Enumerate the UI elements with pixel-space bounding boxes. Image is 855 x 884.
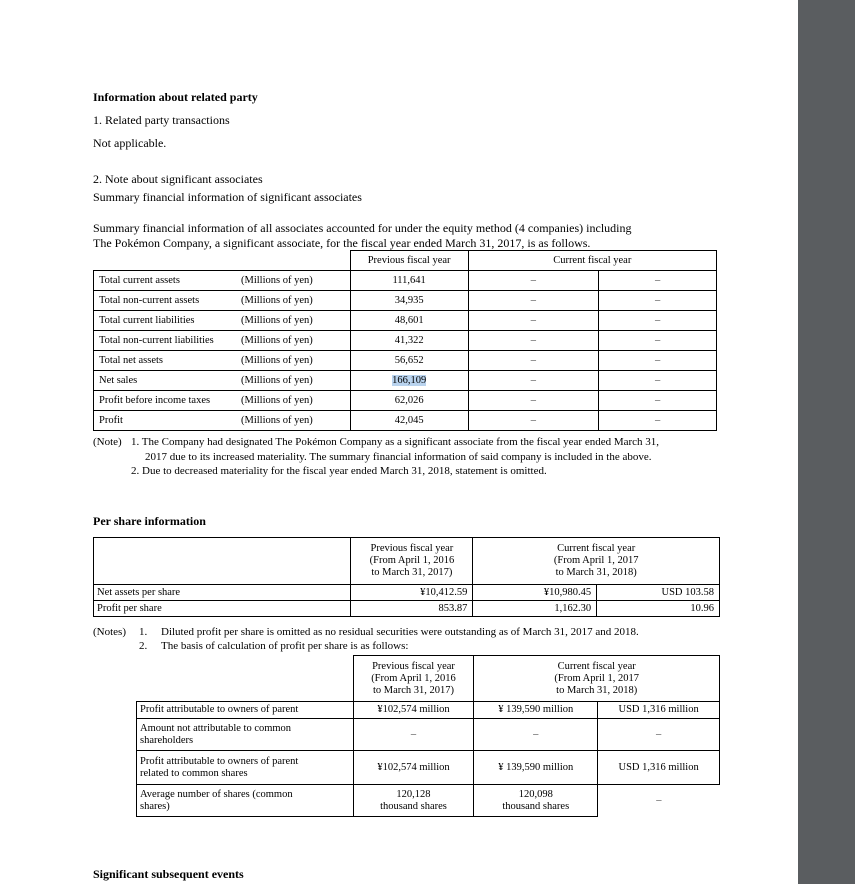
label-line: Amount not attributable to common — [140, 722, 292, 734]
row-prev-value: 48,601 — [350, 311, 468, 331]
row-unit: (Millions of yen) — [241, 414, 313, 426]
dash-value: – — [468, 311, 599, 331]
dash-value: – — [599, 271, 717, 291]
dash-value: – — [599, 411, 717, 431]
row-label: Profit per share — [94, 601, 351, 617]
table-row — [94, 371, 717, 391]
dash-value: – — [468, 271, 599, 291]
significant-associates-heading: 2. Note about significant associates — [93, 172, 263, 186]
row-label — [137, 751, 354, 785]
table-row — [137, 751, 720, 785]
table-row — [137, 702, 720, 719]
dash-value: – — [468, 411, 599, 431]
value-line: 120,098 — [518, 788, 553, 800]
row-label: Total current assets — [99, 274, 180, 286]
row-curr-value: ¥10,980.45 — [473, 585, 597, 601]
note-prefix: (Note) — [93, 436, 122, 448]
label-line: shareholders — [140, 734, 194, 746]
dash-value: – — [599, 311, 717, 331]
row-prev-value[interactable] — [350, 371, 468, 391]
col-current: Current fiscal year — [468, 251, 716, 271]
note-num: 1. — [139, 626, 148, 638]
related-party-heading: Information about related party — [93, 90, 258, 104]
related-transactions-heading: 1. Related party transactions — [93, 113, 230, 127]
row-unit: (Millions of yen) — [241, 274, 313, 286]
table-row — [94, 271, 717, 291]
row-prev-value: 41,322 — [350, 331, 468, 351]
row-curr-value: ¥ 139,590 million — [474, 751, 598, 785]
row-prev-value — [353, 785, 474, 817]
dash-value: – — [468, 331, 599, 351]
prev-period-header — [353, 656, 474, 702]
label-line: related to common shares — [140, 767, 248, 779]
row-unit: (Millions of yen) — [241, 354, 313, 366]
label-line: shares) — [140, 800, 170, 812]
row-prev-value: ¥10,412.59 — [351, 585, 473, 601]
row-unit: (Millions of yen) — [241, 294, 313, 306]
table-row — [94, 601, 720, 617]
per-share-heading: Per share information — [93, 514, 206, 528]
note-num: 2. — [139, 640, 148, 652]
header-line: to March 31, 2017) — [372, 684, 455, 696]
table-row — [94, 351, 717, 371]
table-row — [94, 585, 720, 601]
value-line: 120,128 — [396, 788, 431, 800]
header-line: Current fiscal year — [557, 660, 636, 672]
associates-table — [93, 250, 717, 431]
subsequent-events-heading: Significant subsequent events — [93, 867, 244, 881]
row-label — [137, 719, 354, 751]
table-row — [94, 311, 717, 331]
basis-table — [136, 655, 720, 817]
row-prev-value: 853.87 — [351, 601, 473, 617]
row-prev-value: 34,935 — [350, 291, 468, 311]
row-unit: (Millions of yen) — [241, 334, 313, 346]
curr-period-header — [474, 656, 720, 702]
row-label — [137, 785, 354, 817]
row-label: Profit attributable to owners of parent — [137, 702, 354, 719]
not-applicable-text: Not applicable. — [93, 136, 167, 150]
table-row — [94, 391, 717, 411]
row-label: Total net assets — [99, 354, 163, 366]
row-curr-value — [474, 785, 598, 817]
row-label: Total current liabilities — [99, 314, 195, 326]
intro-line-2: The Pokémon Company, a significant associate, for the fiscal year ended March 31, 2017, is as follows. — [93, 236, 591, 250]
col-previous: Previous fiscal year — [350, 251, 468, 271]
row-unit: (Millions of yen) — [241, 374, 313, 386]
row-unit: (Millions of yen) — [241, 394, 313, 406]
row-prev-value: 111,641 — [350, 271, 468, 291]
dash-value: – — [468, 291, 599, 311]
row-prev-value: 62,026 — [350, 391, 468, 411]
label-line: Profit attributable to owners of parent — [140, 755, 299, 767]
curr-period-header — [473, 538, 720, 585]
row-label: Net assets per share — [94, 585, 351, 601]
header-line: to March 31, 2018) — [555, 567, 637, 578]
notes-prefix: (Notes) — [93, 626, 126, 638]
selected-text[interactable]: 166,109 — [392, 374, 427, 386]
viewer-background — [798, 0, 855, 884]
dash-value: – — [656, 794, 662, 806]
dash-value: – — [598, 719, 720, 751]
header-line: to March 31, 2017) — [371, 567, 453, 578]
table-row — [137, 785, 720, 817]
dash-value: – — [468, 371, 599, 391]
per-share-table — [93, 537, 720, 617]
header-line: Current fiscal year — [557, 543, 636, 554]
note-2: 2. Due to decreased materiality for the fiscal year ended March 31, 2018, statement is omitted. — [131, 465, 547, 477]
summary-subheading: Summary financial information of significant associates — [93, 190, 362, 204]
per-share-header-row — [94, 538, 720, 585]
row-label: Total non-current liabilities — [99, 334, 214, 346]
dash-value: – — [599, 371, 717, 391]
prev-period-header — [351, 538, 473, 585]
row-unit: (Millions of yen) — [241, 314, 313, 326]
basis-header-row — [137, 656, 720, 702]
row-usd-value: 10.96 — [597, 601, 720, 617]
dash-value: – — [599, 331, 717, 351]
intro-line-1: Summary financial information of all associates accounted for under the equity method (4 companies) including — [93, 221, 632, 235]
dash-value: – — [468, 351, 599, 371]
header-line: Previous fiscal year — [372, 660, 455, 672]
table-row — [137, 719, 720, 751]
note-1-line-1: 1. The Company had designated The Pokémon Company as a significant associate from the fiscal year ended March 31, — [131, 436, 660, 448]
row-label: Profit — [99, 414, 123, 426]
dash-value: – — [468, 391, 599, 411]
row-usd-value: USD 103.58 — [597, 585, 720, 601]
row-prev-value: ¥102,574 million — [353, 751, 474, 785]
row-usd-value: USD 1,316 million — [598, 751, 720, 785]
row-curr-value: 1,162.30 — [473, 601, 597, 617]
label-line: Average number of shares (common — [140, 788, 293, 800]
row-curr-value: ¥ 139,590 million — [474, 702, 598, 719]
dash-value: – — [353, 719, 474, 751]
header-line: Previous fiscal year — [370, 543, 454, 554]
associates-header-row — [94, 251, 717, 271]
dash-value: – — [599, 351, 717, 371]
header-line: (From April 1, 2016 — [371, 672, 456, 684]
value-line: thousand shares — [502, 800, 570, 812]
note-1-line-2: 2017 due to its increased materiality. The summary financial information of said company is included in the above. — [145, 451, 652, 463]
dash-value: – — [474, 719, 598, 751]
row-label: Profit before income taxes — [99, 394, 211, 406]
row-usd-value: USD 1,316 million — [598, 702, 720, 719]
header-line: (From April 1, 2017 — [554, 672, 639, 684]
value-line: thousand shares — [380, 800, 447, 812]
table-row — [94, 411, 717, 431]
header-line: (From April 1, 2017 — [553, 555, 639, 566]
row-prev-value: 56,652 — [350, 351, 468, 371]
header-line: to March 31, 2018) — [556, 684, 638, 696]
row-prev-value: 42,045 — [350, 411, 468, 431]
table-row — [94, 331, 717, 351]
table-row — [94, 291, 717, 311]
note-basis: The basis of calculation of profit per share is as follows: — [161, 640, 409, 652]
dash-value: – — [599, 391, 717, 411]
row-label: Net sales — [99, 374, 138, 386]
row-prev-value: ¥102,574 million — [353, 702, 474, 719]
row-label: Total non-current assets — [99, 294, 200, 306]
dash-value: – — [599, 291, 717, 311]
header-line: (From April 1, 2016 — [369, 555, 455, 566]
note-diluted: Diluted profit per share is omitted as no residual securities were outstanding as of March 31, 2017 and 2018. — [161, 626, 639, 638]
